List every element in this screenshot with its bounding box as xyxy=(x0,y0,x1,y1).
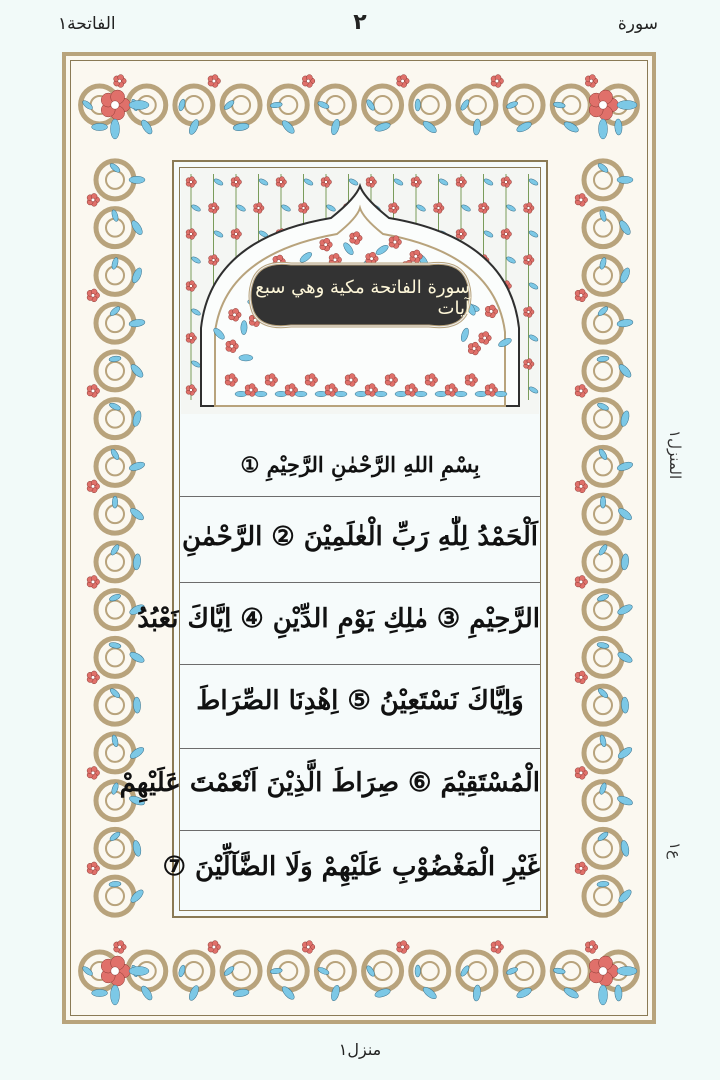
verse-line-1: اَلْحَمْدُ لِلّٰهِ رَبِّ الْعٰلَمِيْنَ ② الرَّحْمٰنِ xyxy=(181,522,539,552)
page-number: ٢ xyxy=(353,10,367,35)
verse-line-5: غَيْرِ الْمَغْضُوْبِ عَلَيْهِمْ وَلَا الضَّآلِّيْنَ ⑦ xyxy=(162,852,540,882)
verse-line-4: الْمُسْتَقِيْمَ ⑥ صِرَاطَ الَّذِيْنَ اَنْعَمْتَ عَلَيْهِمْ xyxy=(119,768,540,798)
surah-label-header: سورة xyxy=(617,14,658,34)
surah-title-plaque: سورة الفاتحة مكية وهي سبع آيات xyxy=(255,277,470,319)
line-separator xyxy=(180,582,540,583)
verse-line-3: وَاِيَّاكَ نَسْتَعِيْنُ ⑤ اِهْدِنَا الصِّرَاطَ xyxy=(196,686,524,716)
ruku-side-note: ع١ xyxy=(666,842,684,860)
verse-line-2: الرَّحِيْمِ ③ مٰلِكِ يَوْمِ الدِّيْنِ ④ اِيَّاكَ نَعْبُدُ xyxy=(137,604,540,634)
surah-name-header: الفاتحة١ xyxy=(58,14,116,34)
manzil-side-note: المنزل١ xyxy=(666,430,684,480)
line-separator xyxy=(180,664,540,665)
line-separator xyxy=(180,496,540,497)
bismillah-line: بِسْمِ اللهِ الرَّحْمٰنِ الرَّحِيْمِ ① xyxy=(240,452,480,477)
page-footer-manzil: منزل١ xyxy=(338,1040,382,1059)
line-separator xyxy=(180,830,540,831)
line-separator xyxy=(180,748,540,749)
